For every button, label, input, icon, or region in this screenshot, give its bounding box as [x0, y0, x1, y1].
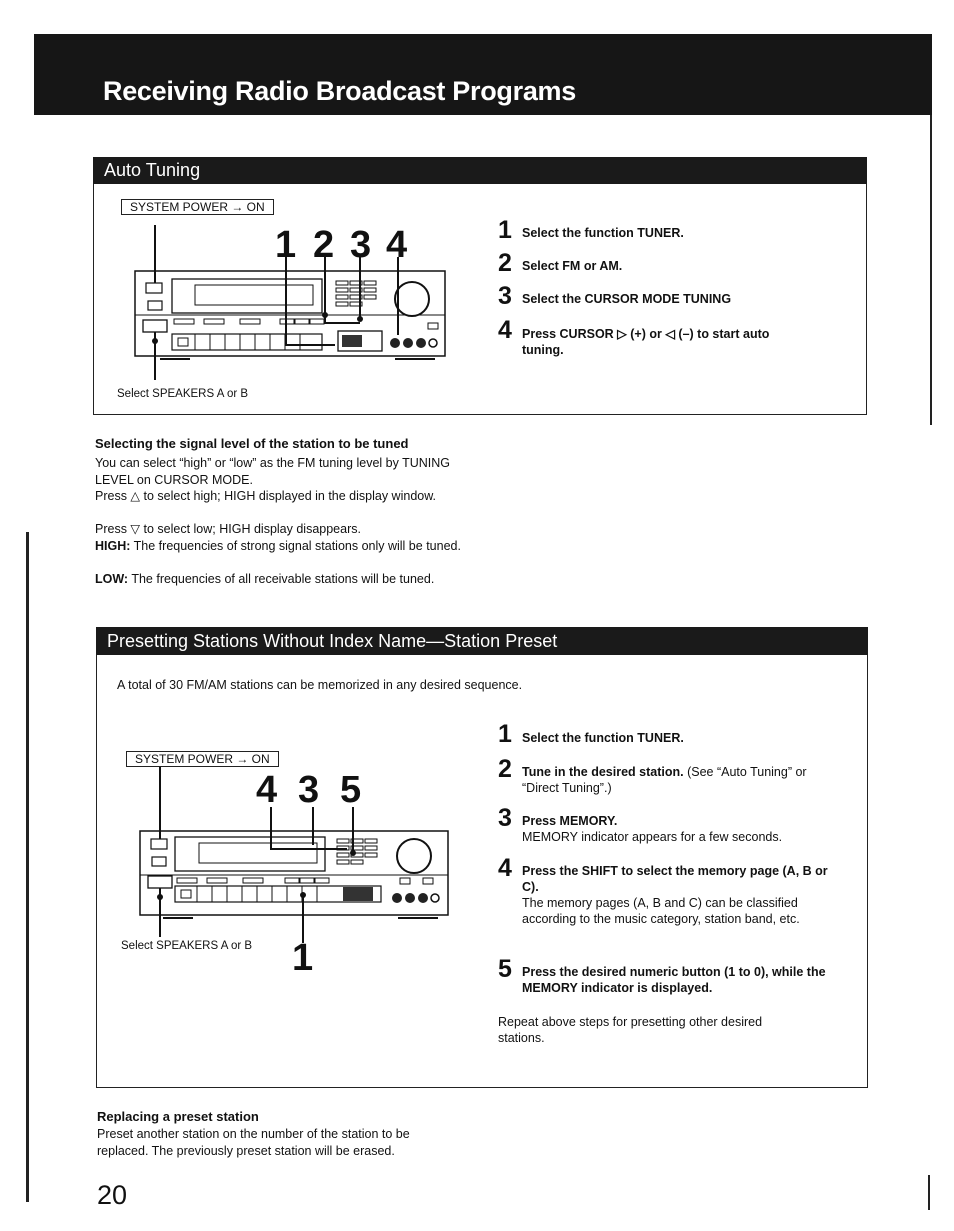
step-number: 1 [498, 720, 512, 748]
step-text: Press the desired numeric button (1 to 0), while the MEMORY indicator is displayed. [522, 965, 826, 995]
left-margin-rule [26, 532, 29, 1202]
system-power-label: SYSTEM POWER → ON [121, 199, 274, 215]
callout-4: 4 [256, 769, 278, 811]
power-button [151, 839, 167, 849]
callout-1: 1 [292, 937, 314, 979]
callout-3: 3 [298, 769, 320, 811]
low-label: LOW: [95, 572, 129, 586]
signal-level-low-instruction: Press ▽ to select low; HIGH display disappears. [95, 522, 361, 536]
step-bold: Press MEMORY. [522, 814, 618, 828]
low-text: The frequencies of all receivable stations will be tuned. [131, 572, 435, 586]
callout-4: 4 [386, 224, 408, 266]
repeat-note: Repeat above steps for presetting other desired stations. [498, 1015, 763, 1045]
preset-header: Presetting Stations Without Index Name—Station Preset [96, 627, 868, 655]
step-text [522, 764, 832, 796]
system-power-label: SYSTEM POWER → ON [126, 751, 279, 767]
step-text: Select FM or AM. [522, 259, 623, 273]
replacing-text: Preset another station on the number of the station to be replaced. The previously preset station will be erased. [97, 1127, 410, 1158]
signal-level-high-def [95, 538, 465, 555]
page-number: 20 [97, 1180, 128, 1210]
step-rest: (See “Auto Tuning” or “Direct Tuning”.) [522, 765, 807, 795]
step-rest: MEMORY indicator appears for a few seconds. [522, 830, 783, 844]
step-number: 3 [498, 282, 512, 310]
signal-level-intro: You can select “high” or “low” as the FM tuning level by TUNING LEVEL on CURSOR MODE. [95, 456, 451, 487]
signal-level-low-def [95, 571, 435, 588]
speakers-caption: Select SPEAKERS A or B [117, 388, 249, 400]
step-number: 5 [498, 955, 512, 983]
speakers-button [148, 876, 172, 888]
auto-tuning-header: Auto Tuning [93, 157, 867, 184]
callout-2: 2 [313, 224, 335, 266]
step-text: Select the function TUNER. [522, 226, 684, 240]
step-number: 3 [498, 804, 512, 832]
step-rest: The memory pages (A, B and C) can be classified according to the music category, station band, etc. [522, 896, 800, 926]
display-window [175, 837, 325, 871]
signal-level-heading: Selecting the signal level of the station to be tuned [95, 436, 409, 451]
power-button [146, 283, 162, 293]
high-text: The frequencies of strong signal stations only will be tuned. [133, 539, 461, 553]
step-number: 1 [498, 216, 512, 244]
right-margin-rule [930, 115, 932, 425]
step-bold: Press the SHIFT to select the memory page (A, B or C). [522, 864, 828, 894]
page-title: Receiving Radio Broadcast Programs [103, 76, 576, 106]
replacing-heading: Replacing a preset station [97, 1109, 259, 1124]
callout-5: 5 [340, 769, 362, 811]
step-number: 4 [498, 854, 512, 882]
right-margin-rule [928, 1175, 930, 1210]
step-bold: Tune in the desired station. [522, 765, 684, 779]
volume-knob [397, 839, 431, 873]
step-text: Press CURSOR ▷ (+) or ◁ (–) to start auto tuning. [522, 327, 770, 357]
step-text [522, 863, 834, 927]
step-number: 4 [498, 316, 512, 344]
signal-level-high-instruction: Press △ to select high; HIGH displayed in the display window. [95, 489, 437, 503]
callout-1: 1 [275, 224, 297, 266]
step-number: 2 [498, 249, 512, 277]
step-text: Select the function TUNER. [522, 731, 684, 745]
step-number: 2 [498, 755, 512, 783]
high-label: HIGH: [95, 539, 131, 553]
callout-3: 3 [350, 224, 372, 266]
step-text: Select the CURSOR MODE TUNING [522, 292, 732, 306]
speakers-button [143, 320, 167, 332]
step-text [522, 813, 832, 845]
volume-knob [395, 282, 429, 316]
speakers-caption: Select SPEAKERS A or B [121, 940, 253, 952]
preset-intro: A total of 30 FM/AM stations can be memorized in any desired sequence. [117, 678, 523, 692]
